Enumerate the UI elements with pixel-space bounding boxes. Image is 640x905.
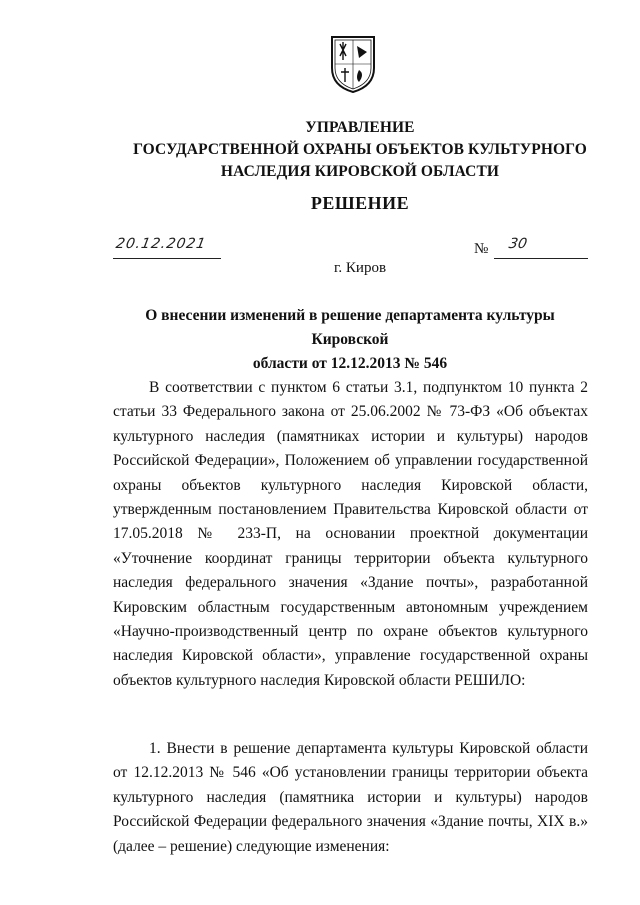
- org-line-1: УПРАВЛЕНИЕ: [305, 119, 415, 136]
- preamble-paragraph: В соответствии с пунктом 6 статьи 3.1, подпунктом 10 пункта 2 статьи 33 Федерального закона от 25.06.2002 № 73-ФЗ «Об объектах культурного наследия (памятниках истории и культуры) народов Российской Федерации», Положением об управлении государственной охраны объектов культурного наследия Кировской области, утвержденным постановлением Правительства Кировской области от 17.05.2018 № 233-П, на основании проектной документации «Уточнение координат границы территории объекта культурного наследия федерального значения «Здание почты», разработанной Кировским областным государственным автономным учреждением «Научно-производственный центр по охране объектов культурного наследия Кировской области», управление государственной охраны объектов культурного наследия Кировской области РЕШИЛО:: [113, 379, 588, 689]
- document-subject: [112, 304, 588, 376]
- date-underline: [113, 258, 221, 259]
- clause-1-paragraph: 1. Внести в решение департамента культуры Кировской области от 12.12.2013 № 546 «Об установлении границы территории объекта культурного наследия (памятника истории и культуры) народов Российской Федерации федерального значения «Здание почты, XIX в.» (далее – решение) следующие изменения:: [113, 740, 588, 855]
- number-underline: [494, 258, 588, 259]
- document-type: РЕШЕНИЕ: [310, 193, 410, 213]
- city: г. Киров: [333, 260, 387, 276]
- handwritten-number: 30: [507, 236, 529, 252]
- coat-of-arms-icon: [329, 34, 377, 94]
- subject-line-1: О внесении изменений в решение департамента культуры Кировской: [145, 307, 555, 348]
- organization-name: [90, 117, 630, 183]
- org-line-2: ГОСУДАРСТВЕННОЙ ОХРАНЫ ОБЪЕКТОВ КУЛЬТУРНОГО: [133, 141, 587, 158]
- number-sign: №: [474, 241, 489, 257]
- handwritten-date: 20.12.2021: [114, 236, 208, 252]
- subject-line-2: области от 12.12.2013 № 546: [252, 355, 448, 372]
- org-line-3: НАСЛЕДИЯ КИРОВСКОЙ ОБЛАСТИ: [220, 163, 500, 180]
